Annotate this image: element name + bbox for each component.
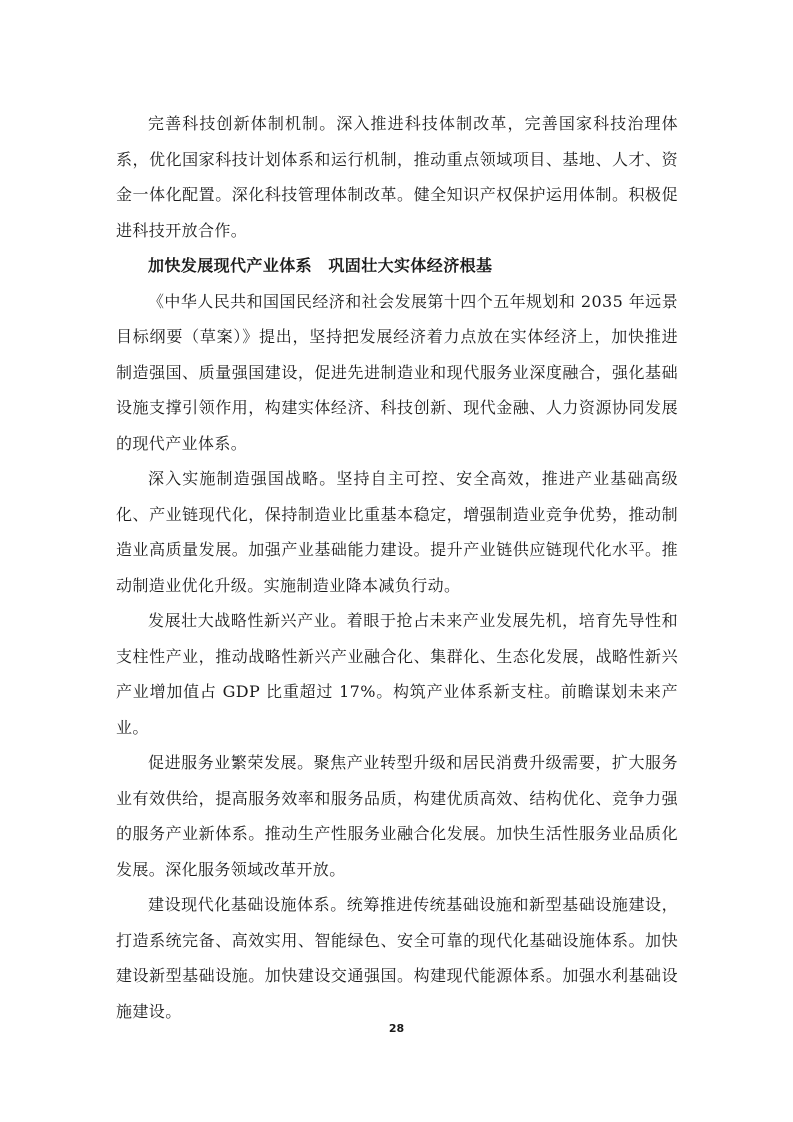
document-body bbox=[116, 106, 678, 1029]
page-number: 28 bbox=[388, 1022, 405, 1035]
paragraph-manufacturing: 深入实施制造强国战略。坚持自主可控、安全高效，推进产业基础高级化、产业链现代化，保持制造业比重基本稳定，增强制造业竞争优势，推动制造业高质量发展。加强产业基础能力建设。提升产业链供应链现代化水平。推动制造业优化升级。实施制造业降本减负行动。 bbox=[116, 469, 678, 595]
paragraph-emerging-industries: 发展壮大战略性新兴产业。着眼于抢占未来产业发展先机，培育先导性和支柱性产业，推动战略性新兴产业融合化、集群化、生态化发展，战略性新兴产业增加值占 GDP 比重超过 17%。构筑产业体系新支柱。前瞻谋划未来产业。 bbox=[116, 611, 678, 737]
section-heading: 加快发展现代产业体系 巩固壮大实体经济根基 bbox=[148, 256, 493, 275]
paragraph-tech-mechanism: 完善科技创新体制机制。深入推进科技体制改革，完善国家科技治理体系，优化国家科技计划体系和运行机制，推动重点领域项目、基地、人才、资金一体化配置。深化科技管理体制改革。健全知识产权保护运用体制。积极促进科技开放合作。 bbox=[116, 114, 678, 240]
paragraph-service-industry: 促进服务业繁荣发展。聚焦产业转型升级和居民消费升级需要，扩大服务业有效供给，提高服务效率和服务品质，构建优质高效、结构优化、竞争力强的服务产业新体系。推动生产性服务业融合化发展。加快生活性服务业品质化发展。深化服务领域改革开放。 bbox=[116, 753, 678, 879]
paragraph-infrastructure: 建设现代化基础设施体系。统筹推进传统基础设施和新型基础设施建设，打造系统完备、高效实用、智能绿色、安全可靠的现代化基础设施体系。加快建设新型基础设施。加快建设交通强国。构建现代能源体系。加强水利基础设施建设。 bbox=[116, 895, 678, 1021]
paragraph-plan-outline: 《中华人民共和国国民经济和社会发展第十四个五年规划和 2035 年远景目标纲要（草案）》提出，坚持把发展经济着力点放在实体经济上，加快推进制造强国、质量强国建设，促进先进制造业和现代服务业深度融合，强化基础设施支撑引领作用，构建实体经济、科技创新、现代金融、人力资源协同发展的现代产业体系。 bbox=[116, 291, 678, 453]
